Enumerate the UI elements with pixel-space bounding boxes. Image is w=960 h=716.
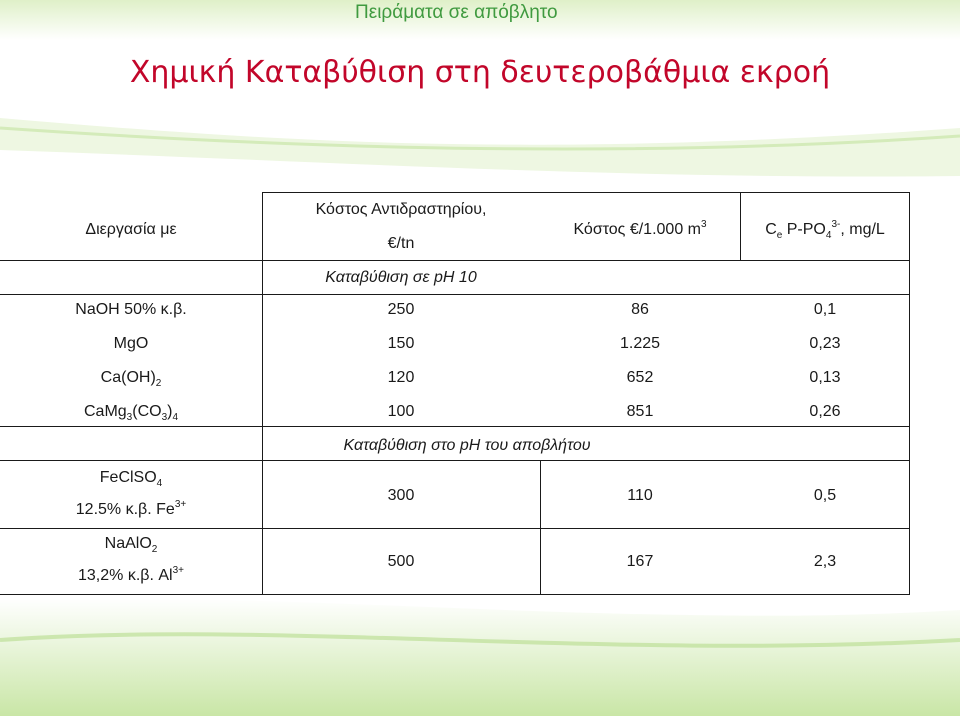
header-reagent-cost bbox=[262, 200, 540, 256]
cost-value: 1.225 bbox=[619, 335, 661, 352]
reagent-sub: 2 bbox=[155, 378, 162, 389]
header-process: Διεργασία με bbox=[85, 221, 177, 238]
reagent-name: NaOH 50% κ.β. bbox=[75, 301, 187, 318]
table-border bbox=[0, 426, 910, 427]
ce-value: 0,1 bbox=[813, 301, 837, 318]
ce-value: 0,23 bbox=[809, 335, 841, 352]
reagent-formula: CaMg bbox=[83, 403, 127, 420]
reagent-name bbox=[0, 402, 262, 422]
header-ce-sub: e bbox=[776, 230, 783, 241]
reagent-sup: 3+ bbox=[172, 565, 184, 576]
reagent-sub: 2 bbox=[151, 544, 158, 555]
ce-value: 2,3 bbox=[813, 553, 837, 570]
page-title: Χημική Καταβύθιση στη δευτεροβάθμια εκροή bbox=[129, 55, 831, 90]
table-header-row bbox=[0, 192, 910, 260]
table-border bbox=[0, 260, 910, 261]
ce-value: 0,13 bbox=[809, 369, 841, 386]
reagent-cost: 300 bbox=[387, 487, 415, 504]
header-reagent-cost-line1: Κόστος Αντιδραστηρίου, bbox=[315, 201, 487, 218]
reagent-concentration: 12.5% κ.β. Fe bbox=[75, 501, 175, 518]
reagent-cost: 120 bbox=[387, 369, 415, 386]
cost-value: 851 bbox=[626, 403, 654, 420]
reagent-sub: 3 bbox=[126, 412, 133, 423]
header-ce-sup: 3- bbox=[831, 219, 841, 230]
header-cost-per-1000 bbox=[540, 220, 740, 240]
header-ce-c: C bbox=[765, 221, 777, 238]
table-row bbox=[0, 464, 910, 528]
reagent-formula: ) bbox=[167, 403, 173, 420]
reagent-sub: 3 bbox=[161, 412, 168, 423]
reagent-cost: 500 bbox=[387, 553, 415, 570]
header-label: Πειράματα σε απόβλητο bbox=[355, 2, 558, 23]
table-row bbox=[0, 530, 910, 594]
reagent-concentration: 13,2% κ.β. Al bbox=[78, 567, 173, 584]
table-border bbox=[0, 528, 910, 529]
table-border bbox=[0, 294, 910, 295]
header-ce bbox=[740, 220, 910, 240]
section-native-ph: Καταβύθιση στο pH του αποβλήτου bbox=[343, 437, 591, 454]
reagent-cost: 100 bbox=[387, 403, 415, 420]
header-cost-text: Κόστος €/1.000 m bbox=[573, 221, 701, 238]
reagent-cost: 250 bbox=[387, 301, 415, 318]
header-ce-suffix: , mg/L bbox=[840, 221, 885, 238]
ce-value: 0,26 bbox=[809, 403, 841, 420]
section-ph10: Καταβύθιση σε pH 10 bbox=[325, 269, 477, 286]
header-ce-sub2: 4 bbox=[825, 230, 832, 241]
cost-value: 110 bbox=[627, 487, 653, 504]
reagent-formula: NaAlO bbox=[104, 535, 152, 552]
header-cost-sup: 3 bbox=[701, 219, 707, 230]
table-border bbox=[0, 460, 910, 461]
reagent-sub: 4 bbox=[156, 478, 163, 489]
reagent-formula: FeClSO bbox=[99, 469, 157, 486]
reagent-name bbox=[0, 468, 262, 520]
ce-value: 0,5 bbox=[813, 487, 837, 504]
reagent-name bbox=[0, 534, 262, 586]
reagent-formula: Ca(OH) bbox=[100, 369, 156, 386]
reagent-formula: (CO bbox=[132, 403, 162, 420]
cost-value: 652 bbox=[626, 369, 654, 386]
header-ce-main: P-PO bbox=[782, 221, 826, 238]
reagent-name bbox=[0, 368, 262, 388]
reagent-name: MgO bbox=[113, 335, 149, 352]
cost-value: 86 bbox=[631, 301, 649, 318]
table-border bbox=[0, 594, 910, 595]
reagent-sup: 3+ bbox=[174, 499, 187, 510]
cost-value: 167 bbox=[626, 553, 654, 570]
header-reagent-cost-line2: €/tn bbox=[387, 235, 415, 252]
reagent-cost: 150 bbox=[387, 335, 415, 352]
reagent-sub: 4 bbox=[172, 412, 179, 423]
